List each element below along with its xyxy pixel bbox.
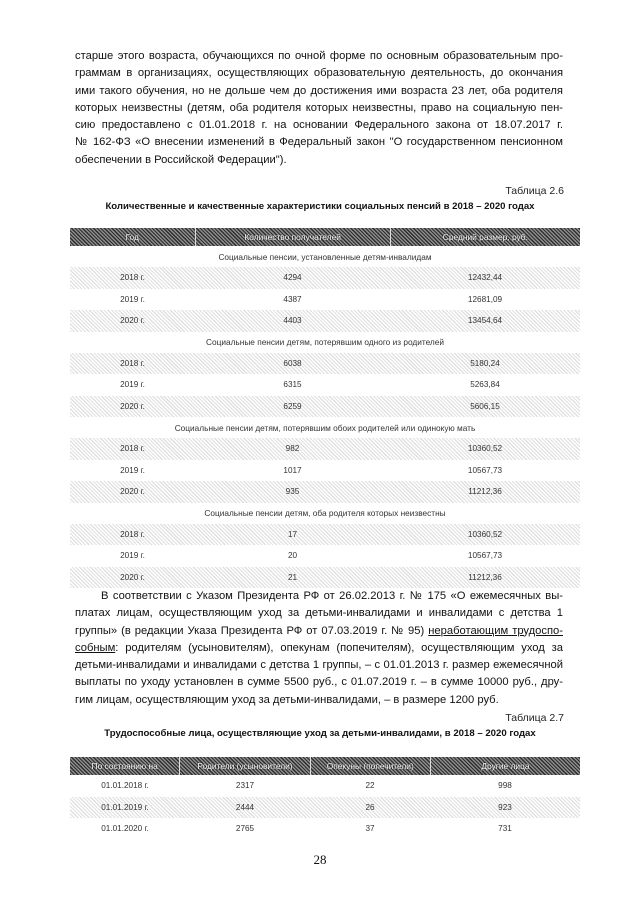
- decree-line: В соответствии с Указом Президента РФ от 26.02.2013 г. № 175 «О ежемесячных вы-: [101, 590, 563, 602]
- intro-line: № 162-ФЗ «О внесении изменений в Федеральный закон "О государственном пенсионном: [75, 136, 563, 149]
- cell-year: 2018 г.: [120, 444, 145, 454]
- cell-year: 2020 г.: [120, 316, 145, 326]
- intro-line: старше этого возраста, обучающихся по очной форме по основным образовательным про-: [75, 50, 563, 62]
- cell-recipients: 6315: [283, 380, 302, 390]
- table-row: [70, 460, 580, 482]
- table-row: [70, 481, 580, 503]
- cell-date: 01.01.2018 г.: [101, 781, 149, 791]
- decree-underlined-text: собным: [75, 641, 116, 654]
- cell-average: 5606,15: [470, 401, 500, 411]
- cell-average: 5180,24: [470, 358, 500, 368]
- cell-parents: 2765: [235, 824, 255, 834]
- table-2-7: [70, 757, 580, 840]
- table-row: [70, 797, 580, 819]
- intro-line: обеспечении в Российской Федерации").: [75, 153, 287, 166]
- cell-average: 11212,36: [468, 572, 502, 582]
- table-row: [70, 267, 580, 289]
- cell-year: 2019 г.: [120, 551, 145, 561]
- intro-line: ими такого обучения, но не дольше чем до достижения ими возраста 23 лет, оба родителя: [75, 84, 563, 97]
- cell-average: 10567,73: [467, 465, 503, 475]
- cell-average: 10360,52: [467, 529, 503, 539]
- page-number: 28: [313, 852, 327, 867]
- cell-average: 12681,09: [467, 294, 503, 304]
- decree-line: [75, 623, 563, 640]
- intro-paragraph: [75, 48, 563, 169]
- cell-average: 5263,84: [470, 380, 500, 390]
- header-cell-date: По состоянию на: [91, 761, 158, 771]
- cell-year: 2020 г.: [120, 487, 145, 497]
- table-row: [70, 818, 580, 840]
- cell-year: 2018 г.: [120, 273, 145, 283]
- cell-year: 2018 г.: [120, 358, 145, 368]
- cell-parents: 2317: [235, 781, 255, 791]
- section-title: Социальные пенсии детям, оба родителя которых неизвестны: [204, 508, 446, 518]
- table-2-7-title: Трудоспособные лица, осуществляющие уход за детьми-инвалидами, в 2018 – 2020 годах: [104, 728, 536, 739]
- cell-year: 2019 г.: [120, 380, 145, 390]
- table-row: [70, 567, 580, 589]
- cell-year: 2019 г.: [120, 294, 145, 304]
- decree-paragraph: [75, 588, 563, 709]
- cell-average: 10360,52: [467, 444, 503, 454]
- header-cell-others: Другие лица: [430, 757, 580, 775]
- table-row: [70, 438, 580, 460]
- header-cell-parents: Родители (усыновители): [179, 757, 309, 775]
- cell-recipients: 1017: [283, 465, 302, 475]
- table-row: [70, 396, 580, 418]
- cell-average: 10567,73: [467, 551, 503, 561]
- cell-average: 12432,44: [467, 273, 503, 283]
- cell-average: 13454,64: [467, 316, 503, 326]
- decree-text: группы» (в редакции Указа Президента РФ от 07.03.2019 г. № 95): [75, 624, 429, 637]
- intro-line: сию предоставлено с 01.01.2018 г. на основании Федерального закона от 18.07.2017 г.: [75, 119, 563, 132]
- table-2-7-label: Таблица 2.7: [505, 712, 564, 724]
- table-header-row: [70, 228, 580, 246]
- cell-year: 2019 г.: [120, 465, 145, 475]
- table-2-6: [70, 228, 580, 588]
- cell-recipients: 982: [285, 444, 300, 454]
- cell-recipients: 20: [287, 551, 298, 561]
- header-cell-year: Год: [125, 232, 139, 242]
- cell-year: 2018 г.: [120, 529, 145, 539]
- cell-guardians: 37: [365, 824, 375, 834]
- table-row: [70, 310, 580, 332]
- section-title: Социальные пенсии детям, потерявшим одного из родителей: [205, 337, 445, 347]
- decree-text: : родителям (усыновителям), опекунам (попечителям), осуществляющим уход за: [115, 641, 563, 654]
- cell-year: 2020 г.: [120, 572, 145, 582]
- table-2-6-title: Количественные и качественные характеристики социальных пенсий в 2018 – 2020 годах: [105, 201, 535, 212]
- cell-recipients: 935: [285, 487, 300, 497]
- decree-line: детьми-инвалидами и инвалидами с детства 1 группы, – с 01.01.2013 г. размер ежемесячной: [75, 659, 563, 672]
- decree-line: гим лицам, осуществляющим уход за детьми-инвалидами, – в размере 1200 руб.: [75, 693, 499, 706]
- cell-date: 01.01.2020 г.: [101, 824, 149, 834]
- cell-parents: 2444: [235, 802, 255, 812]
- cell-recipients: 4294: [283, 273, 302, 283]
- intro-line: которых неизвестны (детям, оба родителя которых неизвестны, право на социальную пен-: [75, 101, 563, 114]
- decree-line: платах лицам, осуществляющим уход за детьми-инвалидами и инвалидами с детства 1: [75, 607, 563, 620]
- cell-others: 923: [498, 802, 512, 812]
- cell-average: 11212,36: [468, 487, 502, 497]
- header-cell-recipients: Количество получателей: [195, 228, 390, 246]
- decree-underlined-text: неработающим трудоспо-: [428, 624, 563, 637]
- table-2-6-label: Таблица 2.6: [505, 185, 564, 197]
- table-row: [70, 289, 580, 311]
- cell-recipients: 4403: [283, 316, 302, 326]
- decree-line: выплаты по уходу установлен в сумме 5500 руб., с 01.07.2019 г. – в сумме 10000 руб., дру-: [75, 676, 563, 689]
- cell-year: 2020 г.: [120, 401, 145, 411]
- header-cell-average: Средний размер, руб.: [390, 228, 580, 246]
- cell-recipients: 21: [287, 572, 298, 582]
- cell-recipients: 6038: [283, 358, 302, 368]
- header-cell-guardians: Опекуны (попечители): [310, 757, 430, 775]
- cell-recipients: 17: [287, 529, 298, 539]
- section-title: Социальные пенсии, установленные детям-инвалидам: [218, 251, 432, 262]
- cell-others: 998: [498, 781, 512, 791]
- cell-others: 731: [498, 824, 512, 834]
- section-title: Социальные пенсии детям, потерявшим обоих родителей или одинокую мать: [174, 422, 476, 433]
- cell-guardians: 26: [365, 802, 375, 812]
- cell-recipients: 4387: [283, 294, 302, 304]
- cell-guardians: 22: [365, 781, 375, 791]
- table-row: [70, 374, 580, 396]
- intro-line: граммам в организациях, осуществляющих образовательную деятельность, до окончания: [75, 67, 563, 80]
- table-row: [70, 353, 580, 375]
- decree-line: [75, 640, 563, 657]
- table-header-row: [70, 757, 580, 775]
- cell-date: 01.01.2019 г.: [101, 802, 149, 812]
- table-row: [70, 524, 580, 546]
- table-row: [70, 775, 580, 797]
- cell-recipients: 6259: [283, 401, 302, 411]
- table-row: [70, 545, 580, 567]
